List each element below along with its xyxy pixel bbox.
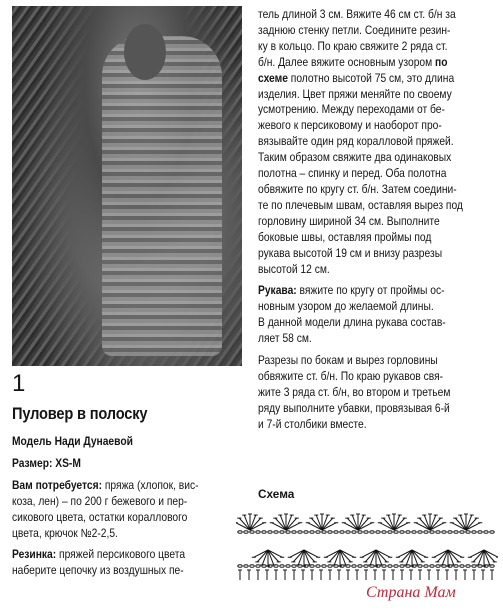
chart-stitch xyxy=(329,550,340,562)
sleeves-line: новным узором до желаемой длины. xyxy=(258,299,434,314)
finishing-line: ряду выполните убавки, провязывая 6-й xyxy=(258,400,450,415)
site-watermark: Страна Мам xyxy=(366,584,456,601)
chart-chain xyxy=(316,565,320,568)
chart-chain xyxy=(262,531,266,534)
chart-chain xyxy=(310,565,314,568)
left-column-text xyxy=(12,434,232,579)
sleeves-line: В данной модели длина рукава состав- xyxy=(258,315,446,330)
chart-chain xyxy=(322,565,326,568)
sleeves-line: ляет 58 см. xyxy=(258,331,312,346)
chart-stitch xyxy=(250,518,261,530)
chart-chain xyxy=(454,565,458,568)
chart-chain xyxy=(370,531,374,534)
chart-chain xyxy=(256,531,260,534)
materials-line: сикового цвета, остатки кораллового xyxy=(12,509,188,524)
body-line: схеме полотно высотой 75 см, это длина xyxy=(258,70,455,85)
chart-chain xyxy=(346,565,350,568)
chart-stitch xyxy=(394,518,405,530)
chart-stitch xyxy=(466,518,477,530)
chart-chain xyxy=(352,565,356,568)
model-photo xyxy=(12,6,242,366)
body-line: заднюю стенку петли. Соедините резин- xyxy=(258,22,451,37)
chart-chain xyxy=(364,565,368,568)
chart-chain xyxy=(370,565,374,568)
chart-chain xyxy=(310,531,314,534)
body-line: те по плечевым швам, оставляя вырез под xyxy=(258,197,463,212)
chart-chain xyxy=(394,565,398,568)
chart-chain xyxy=(490,531,494,534)
body-line: б/н. Далее вяжите основным узором по xyxy=(258,54,448,69)
chart-stitch xyxy=(419,518,430,530)
chart-chain xyxy=(286,531,290,534)
chart-chain xyxy=(406,565,410,568)
chart-chain xyxy=(424,565,428,568)
chart-chain xyxy=(244,565,248,568)
chart-stitch xyxy=(293,550,304,562)
body-line: Таким образом свяжите два одинаковых xyxy=(258,150,452,165)
chart-chain xyxy=(436,565,440,568)
chart-stitch xyxy=(311,518,322,530)
chart-chain xyxy=(430,565,434,568)
chart-stitch xyxy=(257,550,268,562)
finishing-line: жите 3 ряда ст. б/н, во втором и третьем xyxy=(258,384,451,399)
chart-chain xyxy=(262,565,266,568)
chart-chain xyxy=(238,531,242,534)
finishing-line: Разрезы по бокам и вырез горловины xyxy=(258,353,438,368)
chart-chain xyxy=(382,531,386,534)
chart-chain xyxy=(388,531,392,534)
chart-chain xyxy=(322,531,326,534)
chart-stitch xyxy=(275,518,286,530)
body-line: изделия. Цвет пряжи меняйте по своему xyxy=(258,86,452,101)
chart-stitch xyxy=(376,550,387,562)
chart-stitch xyxy=(484,550,495,562)
chart-chain xyxy=(490,565,494,568)
chart-chain xyxy=(280,565,284,568)
chart-chain xyxy=(454,531,458,534)
chart-chain xyxy=(250,531,254,534)
chart-chain xyxy=(364,531,368,534)
body-line: обвяжите по кругу ст. б/н. Затем соедини- xyxy=(258,181,457,196)
crochet-chart xyxy=(236,506,498,586)
chart-stitch xyxy=(286,518,297,530)
body-line: ку в кольцо. По краю свяжите 2 ряда ст. xyxy=(258,38,448,53)
chart-chain xyxy=(406,531,410,534)
size-line: Размер: XS-M xyxy=(12,455,81,470)
rib-line: наберите цепочку из воздушных пе- xyxy=(12,563,184,578)
right-column-text xyxy=(258,7,498,433)
chart-chain xyxy=(418,565,422,568)
chart-chain xyxy=(460,565,464,568)
chart-chain xyxy=(478,565,482,568)
chart-chain xyxy=(298,565,302,568)
body-line: вязывайте один ряд коралловой пряжей. xyxy=(258,134,454,149)
finishing-line: обвяжите ст. б/н. По краю рукавов свя- xyxy=(258,368,444,383)
chart-stitch xyxy=(340,550,351,562)
chart-chain xyxy=(466,531,470,534)
chart-stitch xyxy=(383,518,394,530)
photo-sweater-figure xyxy=(102,36,222,356)
chart-stitch xyxy=(473,550,484,562)
chart-chain xyxy=(436,531,440,534)
body-line: жевого к персиковому и наоборот про- xyxy=(258,118,442,133)
chart-chain xyxy=(460,531,464,534)
chart-stitch xyxy=(347,518,358,530)
chart-chain xyxy=(286,565,290,568)
chart-chain xyxy=(328,531,332,534)
chart-stitch xyxy=(268,550,279,562)
chart-stitch xyxy=(401,550,412,562)
chart-chain xyxy=(244,531,248,534)
chart-chain xyxy=(376,531,380,534)
chart-chain xyxy=(274,531,278,534)
body-line: горловину шириной 34 см. Выполните xyxy=(258,213,440,228)
materials-line: коза, лен) – по 200 г бежевого и пер- xyxy=(12,493,188,508)
chart-chain xyxy=(484,531,488,534)
chart-chain xyxy=(328,565,332,568)
chart-chain xyxy=(304,531,308,534)
chart-stitch xyxy=(239,518,250,530)
body-line: высотой 12 см. xyxy=(258,261,330,276)
chart-chain xyxy=(430,531,434,534)
chart-chain xyxy=(280,531,284,534)
chart-chain xyxy=(346,531,350,534)
chart-chain xyxy=(400,531,404,534)
chart-chain xyxy=(292,565,296,568)
chart-stitch xyxy=(304,550,315,562)
chart-chain xyxy=(394,531,398,534)
schema-heading: Схема xyxy=(258,487,295,501)
chart-stitch xyxy=(430,518,441,530)
chart-chain xyxy=(316,531,320,534)
chart-stitch xyxy=(448,550,459,562)
body-line: полотна – спинку и перед. Оба полотна xyxy=(258,166,447,181)
chart-chain xyxy=(340,531,344,534)
chart-stitch xyxy=(358,518,369,530)
chart-chain xyxy=(418,531,422,534)
chart-stitch xyxy=(322,518,333,530)
chart-chain xyxy=(382,565,386,568)
chart-chain xyxy=(298,531,302,534)
sleeves-line: Рукава: вяжите по кругу от проймы ос- xyxy=(258,283,445,298)
chart-chain xyxy=(358,565,362,568)
chart-chain xyxy=(400,565,404,568)
chart-chain xyxy=(424,531,428,534)
chart-chain xyxy=(412,531,416,534)
materials-line: цвета, крючок №2-2,5. xyxy=(12,525,118,540)
chart-stitch xyxy=(437,550,448,562)
chart-chain xyxy=(388,565,392,568)
chart-chain xyxy=(358,531,362,534)
chart-chain xyxy=(268,531,272,534)
chart-chain xyxy=(442,531,446,534)
chart-stitch xyxy=(365,550,376,562)
materials-line: Вам потребуется: пряжа (хлопок, вис- xyxy=(12,477,199,492)
finishing-line: и 7-й столбики вместе. xyxy=(258,416,367,431)
chart-chain xyxy=(274,565,278,568)
chart-chain xyxy=(442,565,446,568)
pattern-number: 1 xyxy=(12,370,26,397)
pattern-title: Пуловер в полоску xyxy=(12,404,148,423)
photo-model-head xyxy=(124,24,166,80)
body-line: тель длиной 3 см. Вяжите 46 см ст. б/н за xyxy=(258,7,456,21)
chart-chain xyxy=(478,531,482,534)
chart-chain xyxy=(238,565,242,568)
rib-line: Резинка: пряжей персикового цвета xyxy=(12,547,186,562)
chart-chain xyxy=(472,565,476,568)
chart-chain xyxy=(472,531,476,534)
chart-chain xyxy=(334,565,338,568)
chart-chain xyxy=(334,531,338,534)
body-line: усмотрению. Между переходами от бе- xyxy=(258,102,445,117)
chart-chain xyxy=(466,565,470,568)
chart-chain xyxy=(256,565,260,568)
chart-chain xyxy=(250,565,254,568)
chart-stitch xyxy=(455,518,466,530)
author-line: Модель Нади Дунаевой xyxy=(12,434,133,448)
chart-chain xyxy=(352,531,356,534)
body-line: рукава высотой 19 см и внизу разрезы xyxy=(258,245,443,260)
body-line: боковые швы, оставляя проймы под xyxy=(258,229,432,244)
chart-stitch xyxy=(412,550,423,562)
chart-chain xyxy=(292,531,296,534)
chart-chain xyxy=(448,531,452,534)
